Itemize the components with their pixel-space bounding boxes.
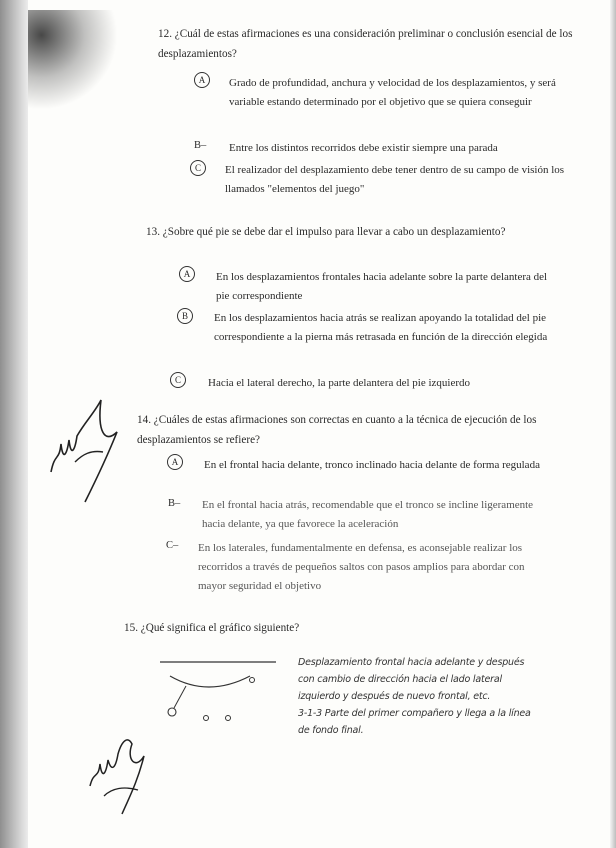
player-marker <box>250 678 255 683</box>
answer-line: izquierdo y después de nuevo frontal, etc. <box>298 691 491 702</box>
q13-option-a: En los desplazamientos frontales hacia adelante sobre la parte delantera del pie correspondiente <box>216 271 548 302</box>
question-13 <box>146 222 564 242</box>
answer-line: 3-1-3 Parte del primer compañero y llega a la línea <box>298 708 531 719</box>
answer-line: de fondo final. <box>298 725 364 736</box>
question-14-text: 14. ¿Cuáles de estas afirmaciones son correctas en cuanto a la técnica de ejecución de los desplazamientos se refiere? <box>137 414 537 446</box>
option-c-circle: C <box>170 372 186 388</box>
player-marker <box>226 716 231 721</box>
question-15 <box>124 618 424 638</box>
player-arrow <box>174 686 186 708</box>
option-c-circle: C <box>190 160 206 176</box>
q12-option-c: El realizador del desplazamiento debe tener dentro de su campo de visión los llamados "elementos del juego" <box>225 164 565 195</box>
question-15-text: 15. ¿Qué significa el gráfico siguiente? <box>124 622 300 634</box>
q14-option-c: En los laterales, fundamentalmente en defensa, es aconsejable realizar los recorridos a través de pequeños saltos con pasos amplios para abordar con mayor seguridad el objetivo <box>198 542 525 592</box>
option-a-circle: A <box>179 266 195 282</box>
movement-diagram <box>158 650 278 740</box>
q12-option-b-letter: B– <box>194 140 207 151</box>
handwritten-answer <box>298 654 570 739</box>
option-a-circle: A <box>167 454 183 470</box>
player-marker <box>204 716 209 721</box>
margin-signature-2 <box>84 730 154 820</box>
answer-line: Desplazamiento frontal hacia adelante y después <box>298 657 525 668</box>
q12-option-a: Grado de profundidad, anchura y velocidad de los desplazamientos, y será variable estando determinado por el objetivo que se quiera conseguir <box>229 77 556 108</box>
margin-signature-1 <box>45 392 125 512</box>
question-12 <box>158 24 578 64</box>
question-14 <box>137 410 549 450</box>
q12-option-b: Entre los distintos recorridos debe existir siempre una parada <box>229 142 498 154</box>
q14-option-a: En el frontal hacia delante, tronco inclinado hacia delante de forma regulada <box>204 459 540 471</box>
question-12-text: 12. ¿Cuál de estas afirmaciones es una consideración preliminar o conclusión esencial de los desplazamientos? <box>158 28 573 60</box>
answer-line: con cambio de dirección hacia el lado lateral <box>298 674 502 685</box>
q14-option-c-letter: C– <box>166 540 179 551</box>
q14-option-b-letter: B– <box>168 498 181 509</box>
option-b-circle: B <box>177 308 193 324</box>
question-13-text: 13. ¿Sobre qué pie se debe dar el impulso para llevar a cabo un desplazamiento? <box>146 226 506 238</box>
q13-option-c: Hacia el lateral derecho, la parte delantera del pie izquierdo <box>208 377 471 389</box>
q14-option-b: En el frontal hacia atrás, recomendable que el tronco se incline ligeramente hacia delante, ya que favorece la aceleración <box>202 499 534 530</box>
q13-option-b: En los desplazamientos hacia atrás se realizan apoyando la totalidad del pie correspondiente a la pierna más retrasada en función de la dirección elegida <box>214 312 548 343</box>
option-a-circle: A <box>194 72 210 88</box>
player-marker <box>168 708 176 716</box>
trajectory-curve <box>170 676 250 687</box>
